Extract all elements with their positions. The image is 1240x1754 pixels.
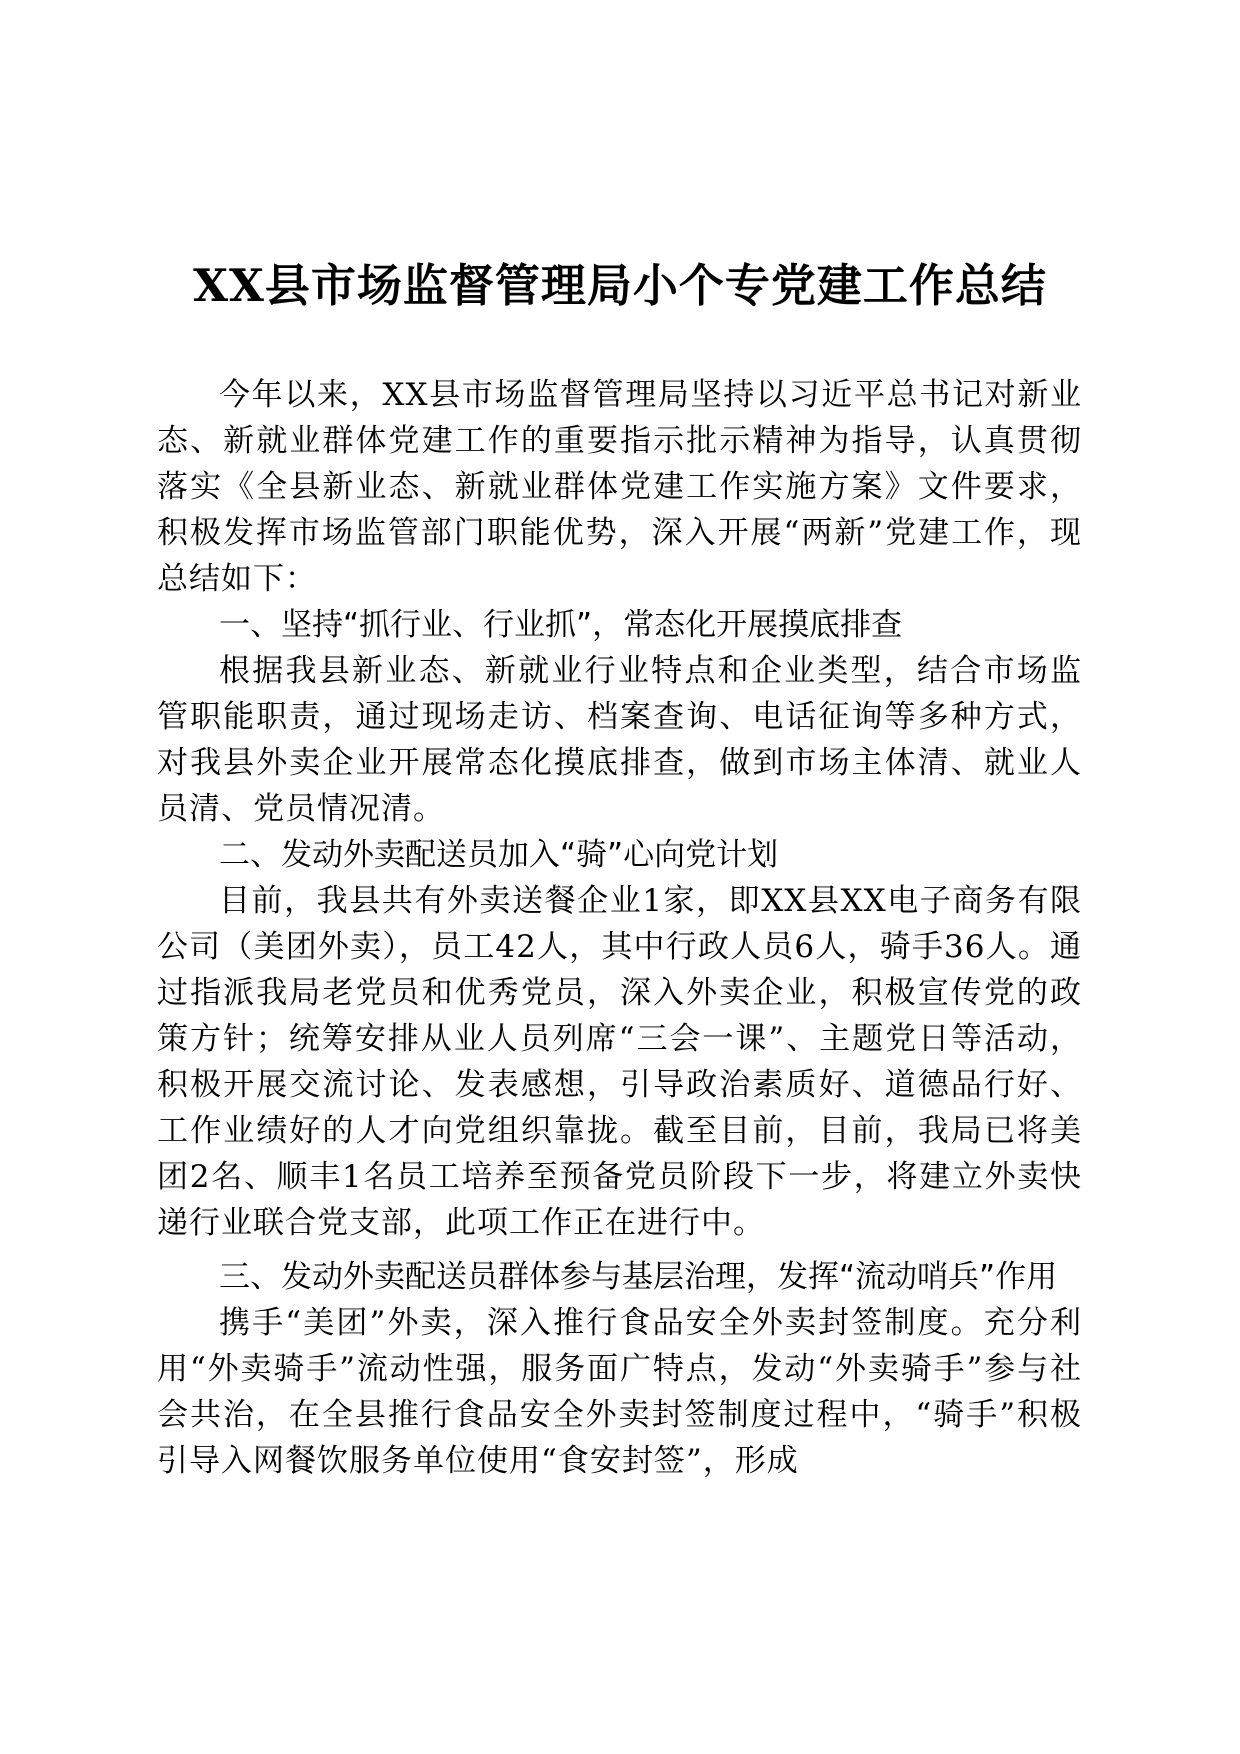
section-3-heading: 三、发动外卖配送员群体参与基层治理，发挥“流动哨兵”作用 [219,1259,1058,1295]
section-1-paragraph: 根据我县新业态、新就业行业特点和企业类型，结合市场监管职能职责，通过现场走访、档案查询、电话征询等多种方式，对我县外卖企业开展常态化摸底排查，做到市场主体清、就业人员清、党员情况清。 [157,653,1082,827]
section-2-heading: 二、发动外卖配送员加入“骑”心向党计划 [219,837,779,873]
section-1-heading: 一、坚持“抓行业、行业抓”，常态化开展摸底排查 [219,607,903,643]
section-3-paragraph: 携手“美团”外卖，深入推行食品安全外卖封签制度。充分利用“外卖骑手”流动性强，服务面广特点，发动“外卖骑手”参与社会共治，在全县推行食品安全外卖封签制度过程中，“骑手”积极引导入网餐饮服务单位使用“食安封签”，形成 [157,1305,1082,1479]
document-body [157,372,1082,1484]
document-title: XX县市场监督管理局小个专党建工作总结 [193,259,1047,312]
intro-paragraph: 今年以来，XX县市场监督管理局坚持以习近平总书记对新业态、新就业群体党建工作的重要指示批示精神为指导，认真贯彻落实《全县新业态、新就业群体党建工作实施方案》文件要求，积极发挥市场监管部门职能优势，深入开展“两新”党建工作，现总结如下： [157,377,1082,597]
section-2-paragraph: 目前，我县共有外卖送餐企业1家，即XX县XX电子商务有限公司（美团外卖），员工42人，其中行政人员6人，骑手36人。通过指派我局老党员和优秀党员，深入外卖企业，积极宣传党的政策方针；统筹安排从业人员列席“三会一课”、主题党日等活动，积极开展交流讨论、发表感想，引导政治素质好、道德品行好、工作业绩好的人才向党组织靠拢。截至目前，目前，我局已将美团2名、顺丰1名员工培养至预备党员阶段下一步，将建立外卖快递行业联合党支部，此项工作正在进行中。 [157,883,1082,1241]
